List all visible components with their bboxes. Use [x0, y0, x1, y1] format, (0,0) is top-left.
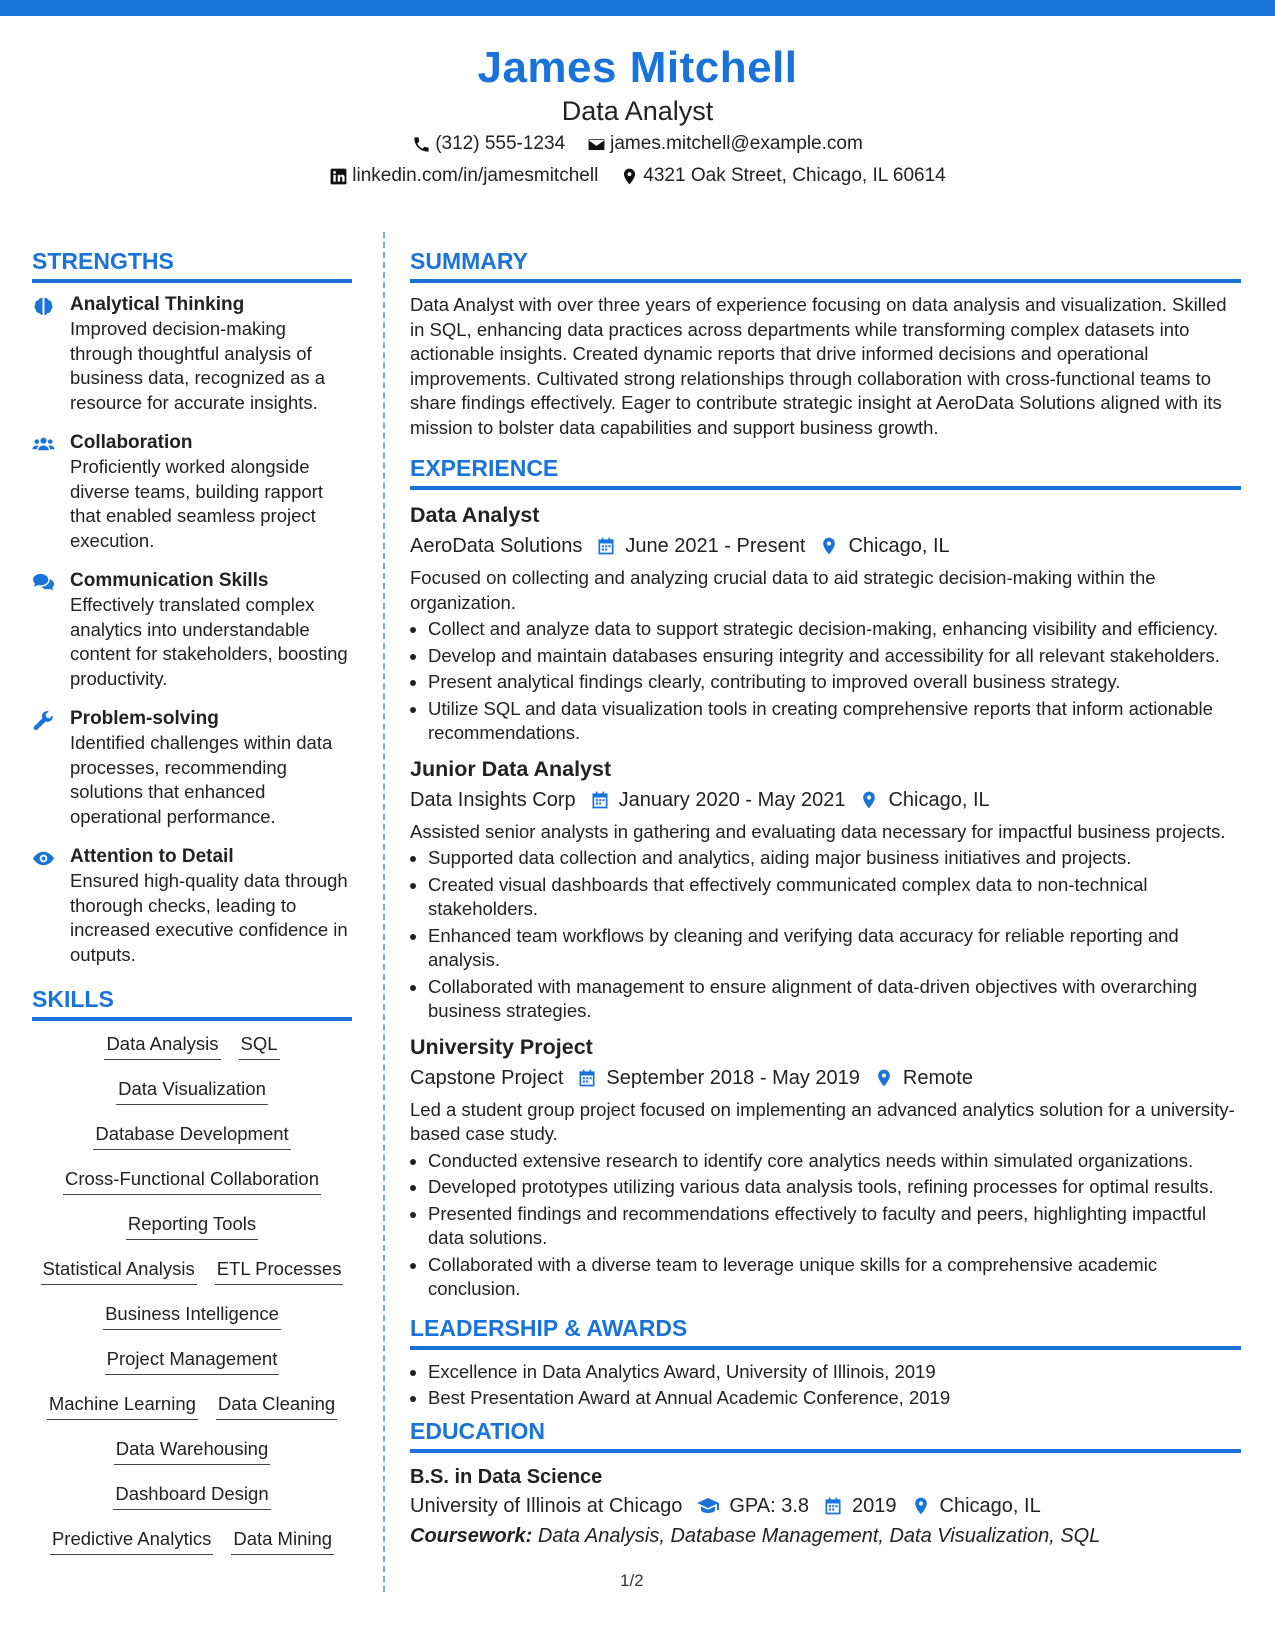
job-description: Assisted senior analysts in gathering and evaluating data necessary for impactful business projects. [410, 820, 1226, 842]
job-title: Junior Data Analyst [410, 756, 612, 781]
awards-list [410, 1360, 1241, 1411]
job-meta [410, 784, 1241, 816]
skill-tag: Reporting Tools [126, 1211, 258, 1240]
job-meta [410, 530, 1241, 562]
skill-tag: Project Management [105, 1346, 280, 1375]
map-pin-icon [819, 536, 839, 556]
graduation-cap-icon [696, 1494, 720, 1518]
skill-tag: Dashboard Design [113, 1481, 270, 1510]
strength-text: Improved decision-making through thoughtful analysis of business data, recognized as a resource for accurate insights. [70, 318, 326, 413]
skill-tag: Data Warehousing [114, 1436, 271, 1465]
job-bullets [410, 617, 1241, 746]
eye-icon [32, 847, 55, 870]
job-location: Chicago, IL [888, 788, 990, 811]
job-location: Remote [902, 1066, 973, 1089]
job-bullet: • Develop and maintain databases ensuring integrity and accessibility for all relevant stakeholders. [428, 644, 1241, 669]
map-pin-icon [874, 1068, 894, 1088]
phone-contact[interactable] [412, 128, 565, 160]
skill-row [105, 1346, 280, 1391]
left-column [32, 243, 352, 1571]
award-item: • Best Presentation Award at Annual Academic Conference, 2019 [428, 1386, 1241, 1411]
awards-heading: LEADERSHIP & AWARDS [410, 1314, 688, 1341]
strength-item [32, 707, 352, 829]
strengths-rule [32, 279, 352, 283]
skills-heading: SKILLS [32, 986, 114, 1012]
linkedin-text: linkedin.com/in/jamesmitchell [352, 165, 599, 186]
skill-tag: Data Mining [231, 1526, 334, 1555]
summary-heading: SUMMARY [410, 248, 528, 274]
job-description: Led a student group project focused on implementing an advanced analytics solution for a university-based case study. [410, 1098, 1235, 1144]
email-contact[interactable] [587, 128, 863, 160]
job-company: Capstone Project [410, 1066, 564, 1089]
resume-header [0, 40, 1275, 192]
skill-tag: Data Analysis [104, 1031, 220, 1060]
job-entry [410, 500, 1241, 746]
strength-title: Attention to Detail [70, 846, 234, 867]
skill-row [113, 1481, 270, 1526]
experience-rule [410, 486, 1241, 490]
coursework [410, 1521, 1241, 1551]
strength-title: Communication Skills [70, 570, 269, 591]
skill-row [126, 1211, 258, 1256]
coursework-list: Data Analysis, Database Management, Data Visualization, SQL [537, 1524, 1101, 1547]
strength-text: Ensured high-quality data through thorough checks, leading to increased executive confidence in outputs. [70, 870, 348, 965]
calendar-icon [577, 1068, 597, 1088]
skill-tag: Business Intelligence [103, 1301, 281, 1330]
job-bullet: • Collaborated with management to ensure alignment of data-driven objectives with overarching business strategies. [428, 975, 1241, 1024]
job-bullet: • Supported data collection and analytics, aiding major business initiatives and projects. [428, 846, 1241, 871]
degree-title: B.S. in Data Science [410, 1465, 603, 1488]
page-number: 1/2 [620, 1571, 644, 1590]
job-bullets [410, 846, 1241, 1024]
strength-item [32, 293, 352, 415]
education-location: Chicago, IL [939, 1494, 1041, 1517]
candidate-name: James Mitchell [477, 43, 798, 92]
strength-text: Proficiently worked alongside diverse teams, building rapport that enabled seamless project execution. [70, 456, 323, 551]
skill-tag: Database Development [93, 1121, 290, 1150]
education-meta [410, 1491, 1241, 1521]
phone-text: (312) 555-1234 [435, 133, 566, 154]
job-location: Chicago, IL [848, 535, 950, 557]
job-title: Data Analyst [410, 503, 540, 527]
job-bullet: • Present analytical findings clearly, contributing to improved overall business strategy. [428, 670, 1241, 695]
job-description: Focused on collecting and analyzing crucial data to aid strategic decision-making within the organization. [410, 567, 1156, 613]
skill-row [47, 1391, 337, 1436]
skill-row [104, 1031, 279, 1076]
address-contact [620, 160, 945, 192]
job-bullet: • Collect and analyze data to support strategic decision-making, enhancing visibility and efficiency. [428, 617, 1241, 642]
skill-row [41, 1256, 344, 1301]
skill-tag: SQL [239, 1031, 280, 1060]
job-bullet: • Utilize SQL and data visualization tools in creating comprehensive reports that inform actionable recommendations. [428, 697, 1241, 746]
summary-rule [410, 279, 1241, 283]
skill-row [103, 1301, 281, 1346]
coursework-label: Coursework: [410, 1524, 533, 1547]
strength-title: Collaboration [70, 432, 193, 453]
strength-item [32, 569, 352, 691]
strength-title: Analytical Thinking [70, 294, 245, 315]
skill-tag: Statistical Analysis [41, 1256, 197, 1285]
job-bullet: • Collaborated with a diverse team to leverage unique skills for a comprehensive academic conclusion. [428, 1253, 1241, 1302]
gpa: GPA: 3.8 [729, 1494, 810, 1517]
right-column [410, 243, 1241, 1551]
job-entry [410, 754, 1241, 1024]
summary-text: Data Analyst with over three years of experience focusing on data analysis and visualization. Skilled in SQL, enhancing data practices across departments while transforming complex datasets into actionable insights. Created dynamic reports that drive informed decisions and operational improvements. Cultivated strong relationships through collaboration with cross-functional teams to share findings effectively. Eager to contribute strategic insight at AeroData Solutions aligned with its mission to bolster data capabilities and support business growth. [410, 294, 1227, 438]
column-divider [383, 232, 385, 1592]
calendar-icon [590, 790, 610, 810]
skills-list [32, 1031, 352, 1571]
skill-tag: ETL Processes [215, 1256, 344, 1285]
job-bullet: • Enhanced team workflows by cleaning and verifying data accuracy for reliable reporting and analysis. [428, 924, 1241, 973]
job-bullet: • Developed prototypes utilizing various data analysis tools, refining processes for optimal results. [428, 1175, 1241, 1200]
map-pin-icon [620, 167, 639, 186]
job-meta [410, 1062, 1241, 1094]
education-rule [410, 1449, 1241, 1453]
calendar-icon [823, 1496, 843, 1516]
awards-rule [410, 1346, 1241, 1350]
school-name: University of Illinois at Chicago [410, 1494, 683, 1517]
users-icon [32, 433, 55, 456]
experience-heading: EXPERIENCE [410, 455, 559, 481]
linkedin-icon [329, 167, 348, 186]
comments-icon [32, 571, 55, 594]
job-title: University Project [410, 1034, 593, 1059]
job-bullets [410, 1149, 1241, 1302]
job-dates: September 2018 - May 2019 [606, 1066, 860, 1089]
address-text: 4321 Oak Street, Chicago, IL 60614 [643, 165, 946, 186]
skills-rule [32, 1017, 352, 1021]
job-company: AeroData Solutions [410, 535, 583, 557]
job-bullet: • Presented findings and recommendations effectively to faculty and peers, highlighting impactful data solutions. [428, 1202, 1241, 1251]
linkedin-contact[interactable] [329, 160, 598, 192]
job-entry [410, 1032, 1241, 1302]
phone-icon [412, 135, 431, 154]
skill-row [116, 1076, 268, 1121]
strength-title: Problem-solving [70, 708, 219, 729]
skill-tag: Machine Learning [47, 1391, 198, 1420]
education-heading: EDUCATION [410, 1417, 546, 1444]
strength-item [32, 431, 352, 553]
contact-line-1 [0, 128, 1275, 160]
graduation-year: 2019 [852, 1494, 897, 1517]
brain-icon [32, 295, 55, 318]
skill-row [93, 1121, 290, 1166]
job-bullet: • Conducted extensive research to identify core analytics needs within simulated organizations. [428, 1149, 1241, 1174]
candidate-title: Data Analyst [561, 96, 714, 126]
skill-row [63, 1166, 321, 1211]
strengths-heading: STRENGTHS [32, 248, 174, 274]
map-pin-icon [859, 790, 879, 810]
email-text: james.mitchell@example.com [610, 133, 863, 154]
job-company: Data Insights Corp [410, 788, 576, 811]
job-bullet: • Created visual dashboards that effectively communicated complex data to non-technical stakeholders. [428, 873, 1241, 922]
skill-tag: Cross-Functional Collaboration [63, 1166, 321, 1195]
strength-text: Effectively translated complex analytics into understandable content for stakeholders, boosting productivity. [70, 594, 348, 689]
skill-row [50, 1526, 334, 1571]
skill-tag: Predictive Analytics [50, 1526, 213, 1555]
skill-tag: Data Visualization [116, 1076, 268, 1105]
wrench-icon [32, 709, 55, 732]
contact-line-2 [0, 160, 1275, 192]
strength-item [32, 845, 352, 967]
job-dates: June 2021 - Present [625, 535, 806, 557]
map-pin-icon [911, 1496, 931, 1516]
skill-tag: Data Cleaning [216, 1391, 337, 1420]
calendar-icon [596, 536, 616, 556]
strength-text: Identified challenges within data processes, recommending solutions that enhanced operational performance. [70, 732, 333, 827]
skill-row [114, 1436, 271, 1481]
top-accent-bar [0, 0, 1275, 16]
job-dates: January 2020 - May 2021 [618, 788, 846, 811]
envelope-icon [587, 135, 606, 154]
award-item: • Excellence in Data Analytics Award, University of Illinois, 2019 [428, 1360, 1241, 1385]
